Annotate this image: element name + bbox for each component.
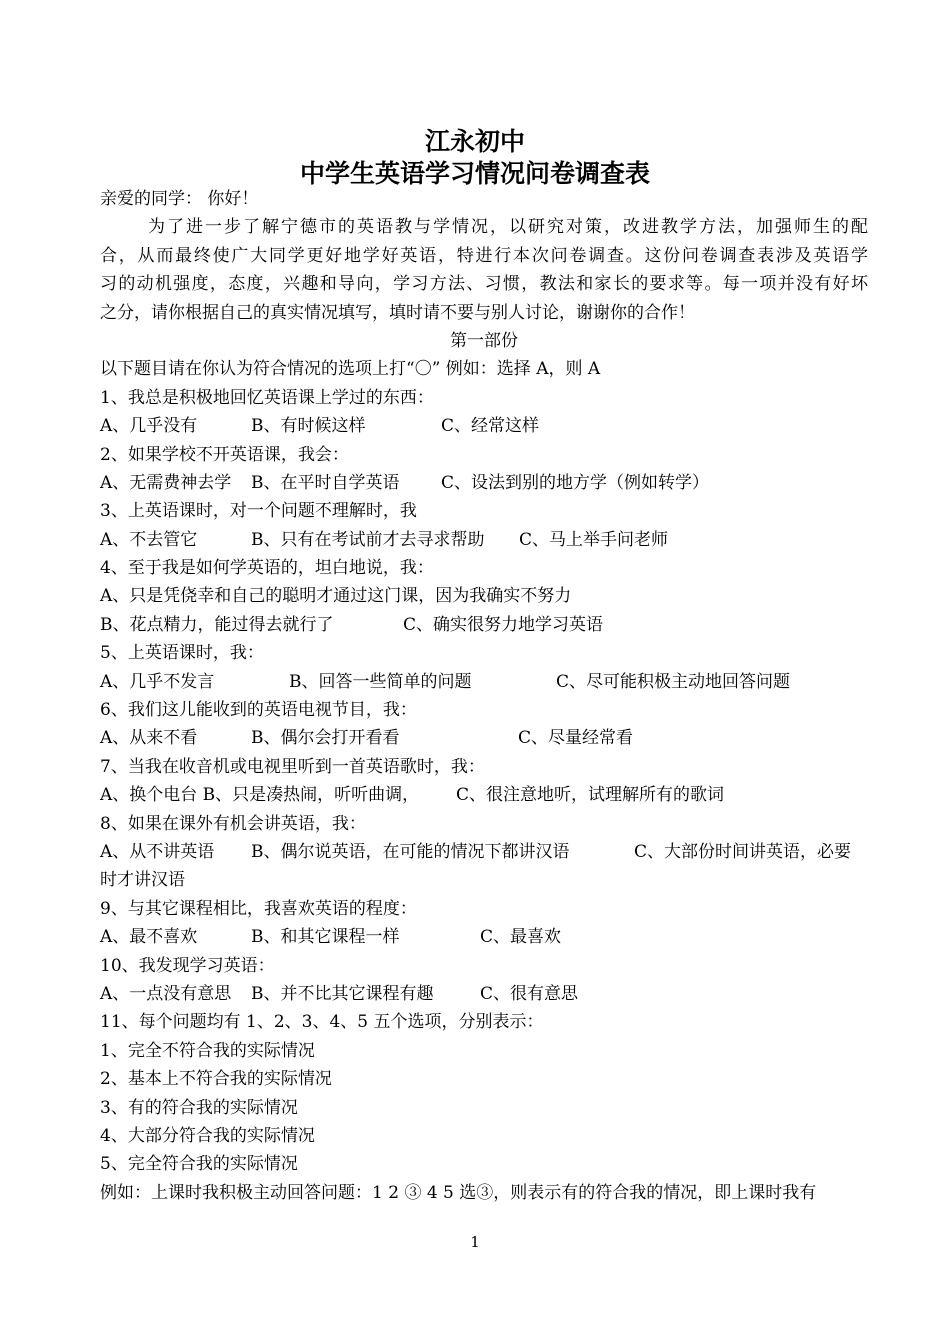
options-row-5 bbox=[100, 668, 868, 696]
option-9-2[interactable]: B、和其它课程一样 bbox=[251, 927, 400, 948]
school-name: 江永初中 bbox=[424, 127, 525, 156]
option-2-3[interactable]: C、设法到别的地方学（例如转学） bbox=[441, 472, 710, 493]
options-row-2 bbox=[100, 469, 868, 497]
option-1-3[interactable]: C、经常这样 bbox=[441, 416, 540, 437]
intro-line-2: 合，从而最终使广大同学更好地学好英语，特进行本次问卷调查。这份问卷调查表涉及英语学 bbox=[100, 245, 868, 266]
option-8-1[interactable]: A、从不讲英语 bbox=[100, 841, 215, 862]
scale-item-3: 3、有的符合我的实际情况 bbox=[100, 1097, 298, 1118]
option-10-3[interactable]: C、很有意思 bbox=[480, 983, 579, 1004]
option-4b-1[interactable]: B、花点精力，能过得去就行了 bbox=[100, 614, 334, 635]
scale-list bbox=[100, 1037, 868, 1179]
option-6-2[interactable]: B、偶尔会打开看看 bbox=[251, 728, 400, 749]
options-row-4 bbox=[100, 582, 868, 610]
option-10-2[interactable]: B、并不比其它课程有趣 bbox=[251, 983, 434, 1004]
option-9-1[interactable]: A、最不喜欢 bbox=[100, 927, 198, 948]
question-list bbox=[100, 384, 868, 1009]
option-1-1[interactable]: A、几乎没有 bbox=[100, 416, 198, 437]
scale-item-5: 5、完全符合我的实际情况 bbox=[100, 1154, 298, 1175]
questionnaire-body bbox=[100, 185, 868, 1207]
scale-question: 11、每个问题均有 1、2、3、4、5 五个选项，分别表示： bbox=[100, 1012, 544, 1033]
option-continuation-8: 时才讲汉语 bbox=[100, 870, 185, 891]
option-7-2[interactable]: C、很注意地听，试理解所有的歌词 bbox=[456, 785, 725, 806]
page-number: 1 bbox=[470, 1233, 480, 1251]
option-10-1[interactable]: A、一点没有意思 bbox=[100, 983, 232, 1004]
options-row-6 bbox=[100, 724, 868, 752]
option-5-2[interactable]: B、回答一些简单的问题 bbox=[289, 671, 472, 692]
options-row-4b bbox=[100, 611, 868, 639]
options-row-9 bbox=[100, 923, 868, 951]
option-3-3[interactable]: C、马上举手问老师 bbox=[519, 529, 669, 550]
intro-line-1: 为了进一步了解宁德市的英语教与学情况，以研究对策，改进教学方法，加强师生的配 bbox=[148, 217, 868, 238]
option-3-1[interactable]: A、不去管它 bbox=[100, 529, 198, 550]
scale-item-1: 1、完全不符合我的实际情况 bbox=[100, 1040, 315, 1061]
scale-item-4: 4、大部分符合我的实际情况 bbox=[100, 1125, 315, 1146]
section-instruction: 以下题目请在你认为符合情况的选项上打“〇” 例如：选择 A，则 A bbox=[100, 359, 601, 380]
option-6-1[interactable]: A、从来不看 bbox=[100, 728, 198, 749]
options-row-1 bbox=[100, 412, 868, 440]
intro-line-4: 之分，请你根据自己的真实情况填写，填时请不要与别人讨论，谢谢你的合作！ bbox=[100, 302, 695, 323]
option-8-3[interactable]: C、大部份时间讲英语，必要 bbox=[634, 841, 852, 862]
question-9: 9、与其它课程相比，我喜欢英语的程度： bbox=[100, 898, 417, 919]
option-4b-2[interactable]: C、确实很努力地学习英语 bbox=[403, 614, 604, 635]
scale-item-2: 2、基本上不符合我的实际情况 bbox=[100, 1069, 332, 1090]
greeting: 亲爱的同学： 你好！ bbox=[100, 189, 259, 209]
options-row-8 bbox=[100, 838, 868, 866]
question-3: 3、上英语课时，对一个问题不理解时，我 bbox=[100, 501, 417, 522]
question-2: 2、如果学校不开英语课，我会： bbox=[100, 444, 349, 465]
question-5: 5、上英语课时，我： bbox=[100, 643, 264, 664]
option-7-1[interactable]: A、换个电台 B、只是凑热闹，听听曲调， bbox=[100, 785, 420, 806]
options-row-3 bbox=[100, 526, 868, 554]
scale-example: 例如：上课时我积极主动回答问题：1 2 ③ 4 5 选③，则表示有的符合我的情况，即上课时我有 bbox=[100, 1182, 817, 1203]
option-2-2[interactable]: B、在平时自学英语 bbox=[251, 472, 400, 493]
question-7: 7、当我在收音机或电视里听到一首英语歌时，我： bbox=[100, 756, 485, 777]
option-3-2[interactable]: B、只有在考试前才去寻求帮助 bbox=[251, 529, 485, 550]
question-6: 6、我们这儿能收到的英语电视节目，我： bbox=[100, 700, 417, 721]
question-4: 4、至于我是如何学英语的，坦白地说，我： bbox=[100, 558, 434, 579]
option-5-3[interactable]: C、尽可能积极主动地回答问题 bbox=[556, 671, 791, 692]
intro-line-3: 习的动机强度，态度，兴趣和导向，学习方法、习惯，教法和家长的要求等。每一项并没有好坏 bbox=[100, 274, 868, 295]
option-5-1[interactable]: A、几乎不发言 bbox=[100, 671, 215, 692]
question-10: 10、我发现学习英语： bbox=[100, 955, 275, 976]
section-heading: 第一部份 bbox=[450, 330, 518, 351]
question-8: 8、如果在课外有机会讲英语，我： bbox=[100, 813, 366, 834]
page-title: 中学生英语学习情况问卷调查表 bbox=[299, 159, 650, 188]
options-row-7 bbox=[100, 781, 868, 809]
option-2-1[interactable]: A、无需费神去学 bbox=[100, 472, 232, 493]
option-1-2[interactable]: B、有时候这样 bbox=[251, 416, 366, 437]
option-8-2[interactable]: B、偶尔说英语，在可能的情况下都讲汉语 bbox=[251, 841, 570, 862]
option-4-1[interactable]: A、只是凭侥幸和自己的聪明才通过这门课，因为我确实不努力 bbox=[100, 586, 572, 607]
question-1: 1、我总是积极地回忆英语课上学过的东西： bbox=[100, 387, 434, 408]
option-6-3[interactable]: C、尽量经常看 bbox=[518, 728, 634, 749]
options-row-10 bbox=[100, 980, 868, 1008]
option-9-3[interactable]: C、最喜欢 bbox=[480, 927, 562, 948]
